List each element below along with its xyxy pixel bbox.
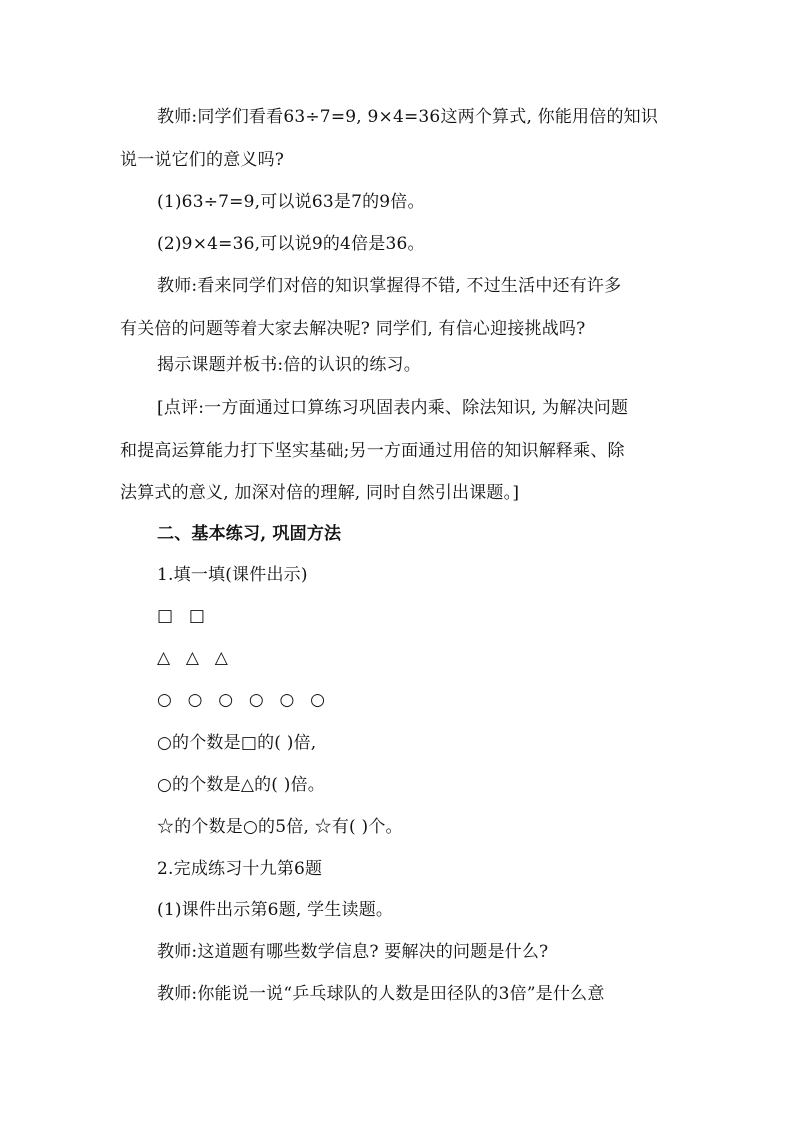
paragraph-line: (1)63÷7=9,可以说63是7的9倍。 [157,192,425,212]
paragraph-line: 揭示课题并板书:倍的认识的练习。 [157,355,421,375]
paragraph-line: 说一说它们的意义吗? [120,150,285,170]
paragraph-line: 教师:这道题有哪些数学信息? 要解决的问题是什么? [157,942,549,962]
paragraph-line: 2.完成练习十九第6题 [157,859,323,879]
triangle-symbols-row: △ △ △ [157,648,229,668]
circle-symbols-row: ○ ○ ○ ○ ○ ○ [157,690,326,710]
paragraph-line: 教师:你能说一说“乒乓球队的人数是田径队的3倍”是什么意 [157,984,605,1004]
paragraph-line: ○的个数是□的( )倍, [157,733,317,753]
comment-line: [点评:一方面通过口算练习巩固表内乘、除法知识, 为解决问题 [157,398,629,418]
paragraph-line: ○的个数是△的( )倍。 [157,775,325,795]
paragraph-line: (2)9×4=36,可以说9的4倍是36。 [157,234,425,254]
square-symbols-row: □ □ [157,606,206,626]
comment-line: 和提高运算能力打下坚实基础;另一方面通过用倍的知识解释乘、除 [120,441,625,461]
section-heading: 二、基本练习, 巩固方法 [157,524,342,544]
paragraph-line: 1.填一填(课件出示) [157,565,308,585]
comment-line: 法算式的意义, 加深对倍的理解, 同时自然引出课题。] [120,483,520,503]
paragraph-line: 有关倍的问题等着大家去解决呢? 同学们, 有信心迎接挑战吗? [120,319,586,339]
paragraph-line: (1)课件出示第6题, 学生读题。 [157,900,394,920]
paragraph-line: 教师:看来同学们对倍的知识掌握得不错, 不过生活中还有许多 [157,276,622,296]
paragraph-line: ☆的个数是○的5倍, ☆有( )个。 [157,817,403,837]
paragraph-line: 教师:同学们看看63÷7=9, 9×4=36这两个算式, 你能用倍的知识 [157,107,659,127]
